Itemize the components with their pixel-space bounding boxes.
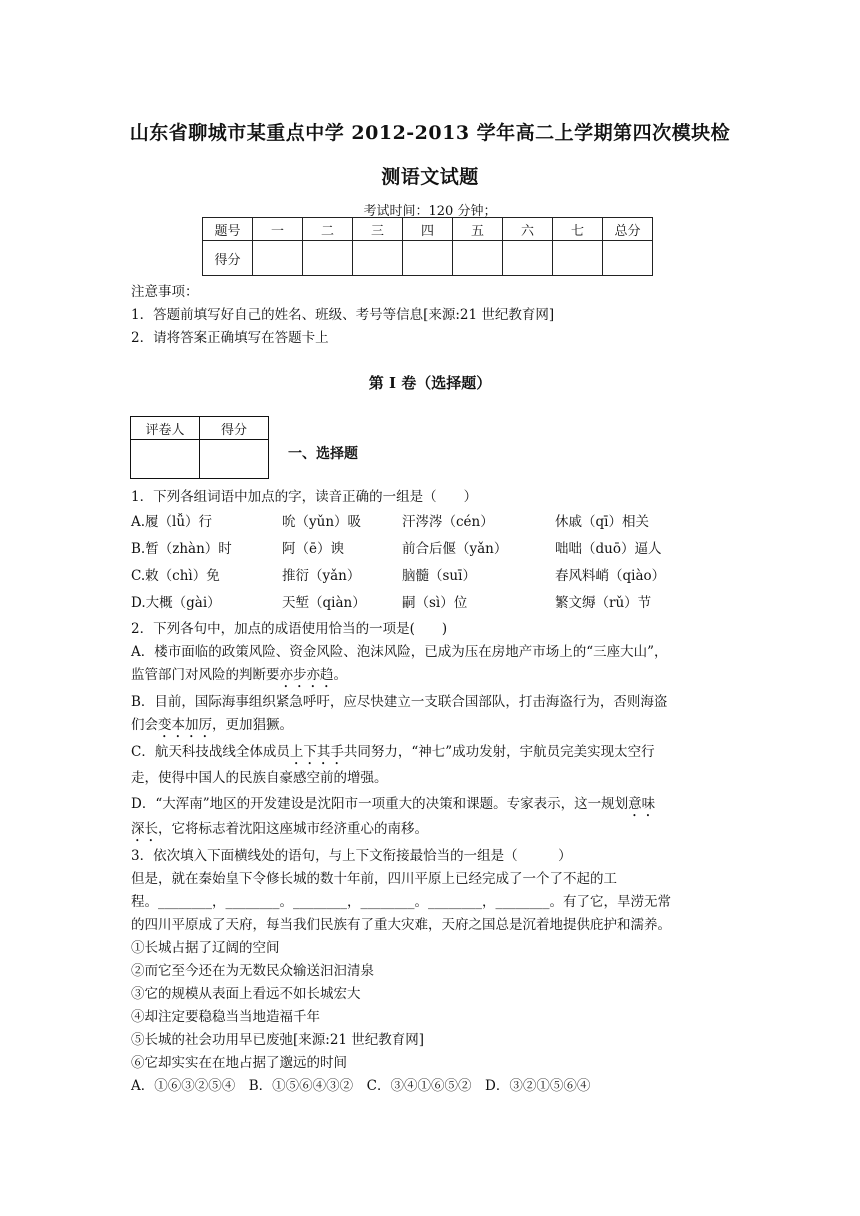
q2-option-a-line1: A．楼市面临的政策风险、资金风险、泡沫风险，已成为压在房地产市场上的“三座大山”， (131, 644, 668, 660)
score-empty-cell (303, 241, 353, 276)
q3-stem: 3．依次填入下面横线处的语句，与上下文衔接最恰当的一组是（ ） (131, 848, 572, 864)
dotted-idiom: 亦步亦趋 (279, 667, 334, 683)
q1-option-cell: 咄咄（duō）逼人 (555, 541, 662, 557)
q1-option-cell: D.大概（gài） (131, 595, 221, 611)
score-row-label: 得分 (203, 241, 253, 276)
grader-empty-cell (131, 440, 200, 479)
q3-passage-line: 的四川平原成了天府，每当我们民族有了重大灾难，天府之国总是沉着地提供庇护和濡养。 (131, 917, 671, 933)
q3-sentence-item: ①长城占据了辽阔的空间 (131, 940, 280, 956)
q3-passage-line: 但是，就在秦始皇下令修长城的数十年前，四川平原上已经完成了一个了不起的工 (131, 871, 617, 887)
q3-sentence-item: ⑥它却实实在在地占据了邈远的时间 (131, 1055, 347, 1071)
q2-option-c-line2: 走，使得中国人的民族自豪感空前的增强。 (131, 770, 388, 786)
dotted-idiom: 意味 (628, 796, 656, 812)
exam-time: 考试时间：120 分钟； (363, 204, 497, 219)
q1-option-cell: 脑髓（suī） (402, 568, 476, 584)
q1-option-cell: 春风料峭（qiào） (555, 568, 666, 584)
score-cell: 二 (303, 218, 353, 241)
section-title: 第 I 卷（选择题） (368, 374, 492, 392)
dotted-idiom: 深长 (131, 821, 158, 837)
score-empty-cell (253, 241, 303, 276)
q1-option-cell: 天堑（qiàn） (282, 595, 366, 611)
q1-option-cell: 吮（yǔn）吸 (282, 514, 362, 530)
q1-option-cell: B.暂（zhàn）时 (131, 541, 232, 557)
q1-option-cell: 休戚（qī）相关 (555, 514, 649, 530)
text-span: 共同努力，“神七”成功发射，宇航员完美实现太空行 (343, 744, 655, 760)
score-cell: 总分 (603, 218, 653, 241)
q2-stem: 2．下列各句中，加点的成语使用恰当的一项是( ) (131, 621, 448, 637)
score-empty-cell (603, 241, 653, 276)
dotted-idiom: 变本加厉 (158, 717, 212, 733)
note-item: 2．请将答案正确填写在答题卡上 (131, 330, 329, 346)
q2-option-d-line1 (131, 793, 655, 820)
q3-sentence-item: ③它的规模从表面上看远不如长城宏大 (131, 986, 361, 1002)
q2-option-b-line1: B．目前，国际海事组织紧急呼吁，应尽快建立一支联合国部队，打击海盗行为，否则海盗 (131, 694, 668, 710)
q2-option-d-line2 (131, 818, 428, 845)
dotted-idiom: 上下其手 (289, 744, 344, 760)
q1-option-cell: 阿（ē）谀 (282, 541, 344, 557)
score-cell: 七 (553, 218, 603, 241)
grader-table (130, 416, 269, 479)
text-span: ，更加猖獗。 (212, 717, 293, 733)
grader-empty-cell (200, 440, 269, 479)
notes-heading: 注意事项： (131, 284, 199, 300)
score-empty-cell (403, 241, 453, 276)
exam-title-line1: 山东省聊城市某重点中学 2012-2013 学年高二上学期第四次模块检 (129, 122, 731, 144)
score-table-score-row (203, 241, 653, 276)
score-cell: 三 (353, 218, 403, 241)
exam-title-line2: 测语文试题 (381, 166, 479, 188)
text-span: C．航天科技战线全体成员 (131, 744, 290, 760)
score-cell: 一 (253, 218, 303, 241)
q1-option-cell: 繁文缛（rǔ）节 (555, 595, 652, 611)
q1-option-cell: A.履（lǚ）行 (131, 514, 213, 530)
score-cell: 五 (453, 218, 503, 241)
score-cell: 四 (403, 218, 453, 241)
note-item: 1．答题前填写好自己的姓名、班级、考号等信息[来源:21 世纪教育网] (131, 307, 555, 323)
q3-sentence-item: ④却注定要稳稳当当地造福千年 (131, 1009, 320, 1025)
score-empty-cell (453, 241, 503, 276)
grader-label: 评卷人 (131, 417, 200, 440)
q2-option-a-line2 (131, 664, 347, 691)
score-cell: 六 (503, 218, 553, 241)
score-table-header-row (203, 218, 653, 241)
score-cell: 题号 (203, 218, 253, 241)
q3-sentence-item: ②而它至今还在为无数民众输送汩汩清泉 (131, 963, 374, 979)
q1-option-cell: C.敕（chì）免 (131, 568, 220, 584)
text-span: ，它将标志着沈阳这座城市经济重心的南移。 (158, 821, 428, 837)
q2-option-c-line1 (131, 741, 655, 768)
q1-option-cell: 汗涔涔（cén） (402, 514, 494, 530)
q2-option-b-line2 (131, 714, 293, 741)
text-span: 。 (333, 667, 347, 683)
q1-stem: 1．下列各组词语中加点的字，读音正确的一组是（ ） (131, 489, 478, 505)
q3-answer-choices: A．①⑥③②⑤④ B．①⑤⑥④③② C．③④①⑥⑤② D．③②①⑤⑥④ (131, 1078, 591, 1094)
score-empty-cell (553, 241, 603, 276)
part-title: 一、选择题 (288, 446, 358, 462)
text-span: D．“大浑南”地区的开发建设是沈阳市一项重大的决策和课题。专家表示，这一规划 (131, 796, 629, 812)
score-empty-cell (503, 241, 553, 276)
grader-score-label: 得分 (200, 417, 269, 440)
q3-sentence-item: ⑤长城的社会功用早已废弛[来源:21 世纪教育网] (131, 1032, 425, 1048)
q3-passage-line: 程。________，________。________，________。________，________。有了它，旱涝无常 (131, 894, 671, 910)
q1-option-cell: 推衍（yǎn） (282, 568, 361, 584)
q1-option-cell: 前合后偃（yǎn） (402, 541, 508, 557)
q1-option-cell: 嗣（sì）位 (402, 595, 468, 611)
text-span: 们会 (131, 717, 158, 733)
score-table (202, 217, 653, 276)
text-span: 监管部门对风险的判断要 (131, 667, 280, 683)
score-empty-cell (353, 241, 403, 276)
